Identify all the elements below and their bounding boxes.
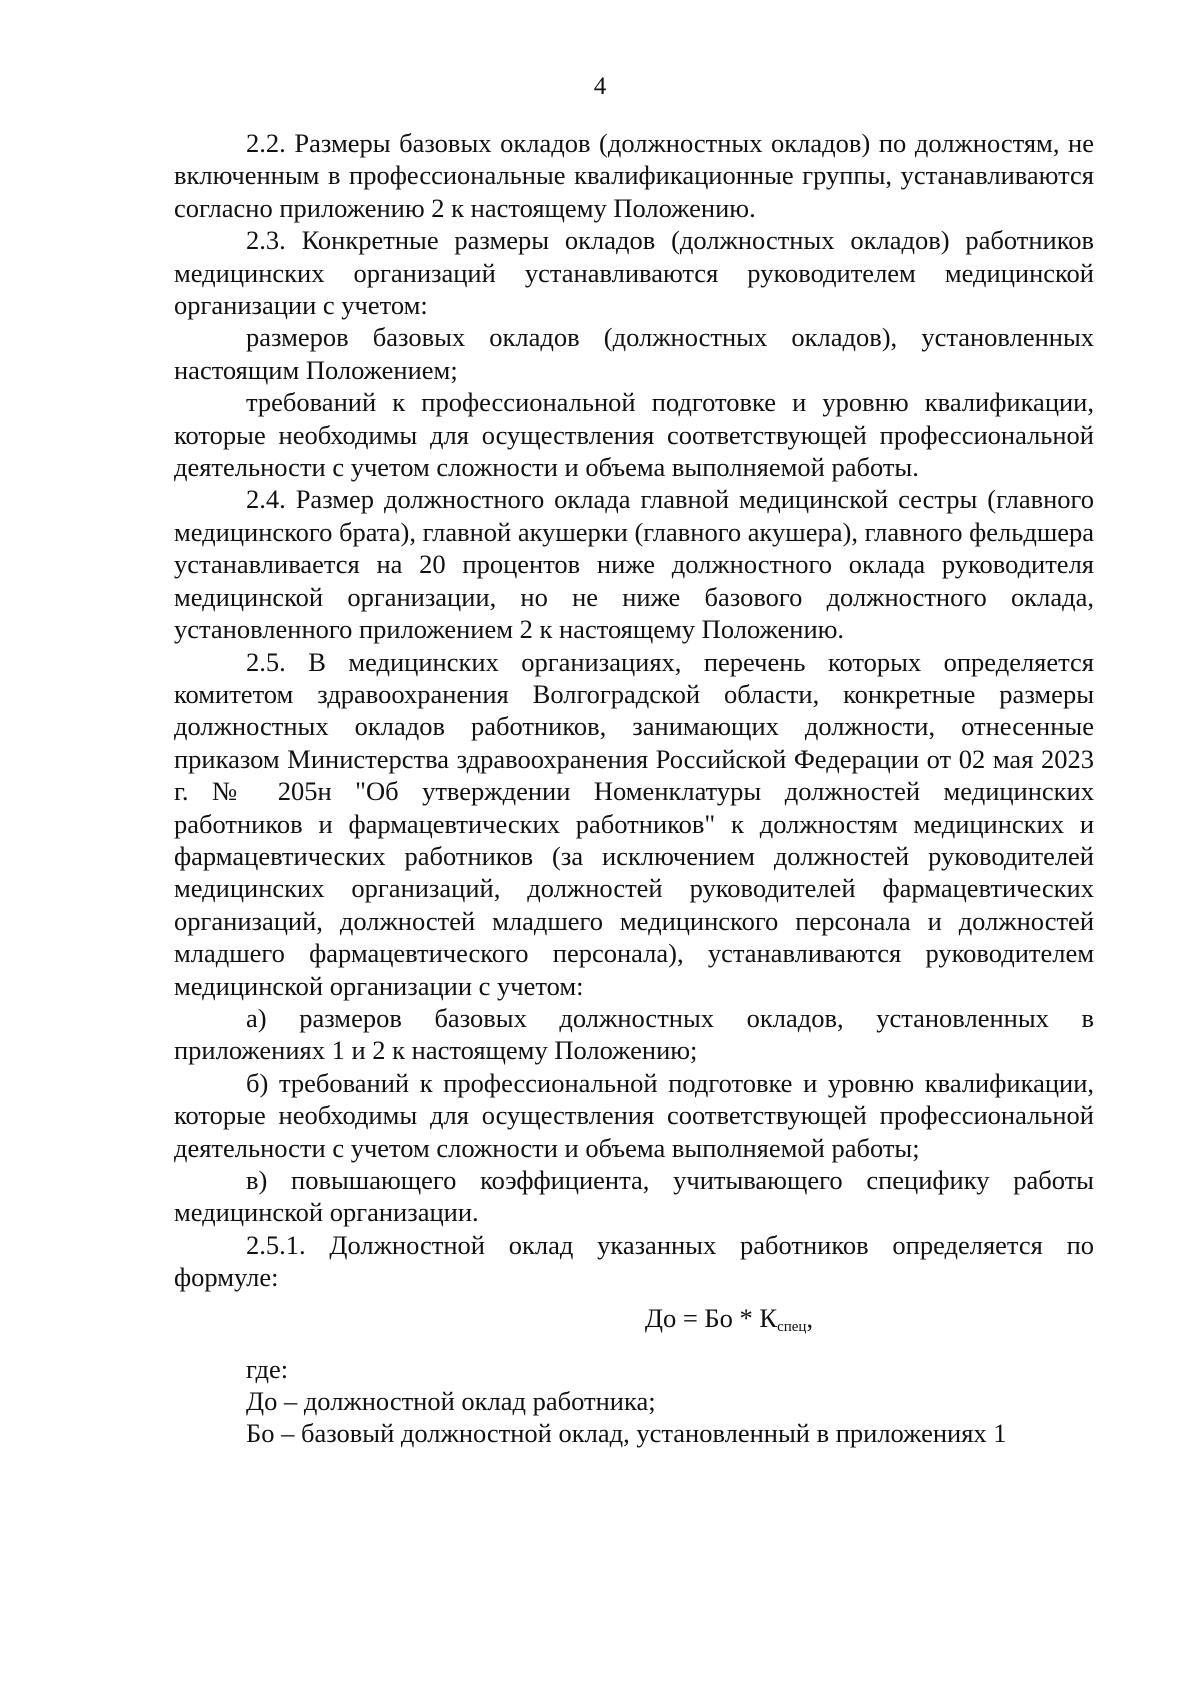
page-number: 4	[593, 73, 607, 100]
paragraph-2-4: 2.4. Размер должностного оклада главной медицинской сестры (главного медицинского брата), главной акушерки (главного акушера), главного фельдшера устанавливается на 20 процентов ниже должностного оклада руководителя медицинской организации, но не ниже базового должностного оклада, установленного приложением 2 к настоящему Положению.	[174, 484, 1095, 645]
salary-formula	[174, 1300, 1094, 1345]
formula-subscript: спец	[777, 1318, 807, 1335]
formula-suffix: ,	[806, 1302, 814, 1333]
paragraph-2-5-item-a: а) размеров базовых должностных окладов, установленных в приложениях 1 и 2 к настоящему Положению;	[174, 1002, 1094, 1066]
paragraph-2-5: 2.5. В медицинских организациях, перечень которых определяется комитетом здравоохранения Волгоградской области, конкретные размеры должностных окладов работников, занимающих должности, отнесенные приказом Министерства здравоохранения Российской Федерации от 02 мая 2023 г. № 205н "Об утверждении Номенклатуры должностей медицинских работников и фармацевтических работников" к должностям медицинских и фармацевтических работников (за исключением должностей руководителей медицинских организаций, должностей руководителей фармацевтических организаций, должностей младшего медицинского персонала и должностей младшего фармацевтического персонала), устанавливаются руководителем медицинской организации с учетом:	[174, 646, 1094, 1001]
paragraph-2-3-item-2: требований к профессиональной подготовке и уровню квалификации, которые необходимы для осуществления соответствующей профессиональной деятельности с учетом сложности и объема выполняемой работы.	[174, 387, 1094, 483]
paragraph-2-5-item-c: в) повышающего коэффициента, учитывающего специфику работы медицинской организации.	[174, 1165, 1094, 1228]
paragraph-2-3: 2.3. Конкретные размеры окладов (должностных окладов) работников медицинских организаций устанавливаются руководителем медицинской организации с учетом:	[174, 225, 1094, 321]
formula-definition-do: До – должностной оклад работника;	[246, 1386, 656, 1417]
paragraph-2-3-item-1: размеров базовых окладов (должностных окладов), установленных настоящим Положением;	[174, 322, 1094, 385]
paragraph-2-2: 2.2. Размеры базовых окладов (должностных окладов) по должностям, не включенным в профессиональные квалификационные группы, устанавливаются согласно приложению 2 к настоящему Положению.	[174, 128, 1094, 223]
formula-definition-bo: Бо – базовый должностной оклад, установленный в приложениях 1	[246, 1418, 1007, 1449]
formula-where: где:	[246, 1353, 289, 1384]
paragraph-2-5-1: 2.5.1. Должностной оклад указанных работников определяется по формуле:	[174, 1229, 1094, 1293]
paragraph-2-5-item-b: б) требований к профессиональной подготовке и уровню квалификации, которые необходимы для осуществления соответствующей профессиональной деятельности с учетом сложности и объема выполняемой работы;	[174, 1067, 1094, 1163]
formula-main: До = Бо * К	[644, 1302, 778, 1333]
document-body	[174, 127, 1094, 1450]
